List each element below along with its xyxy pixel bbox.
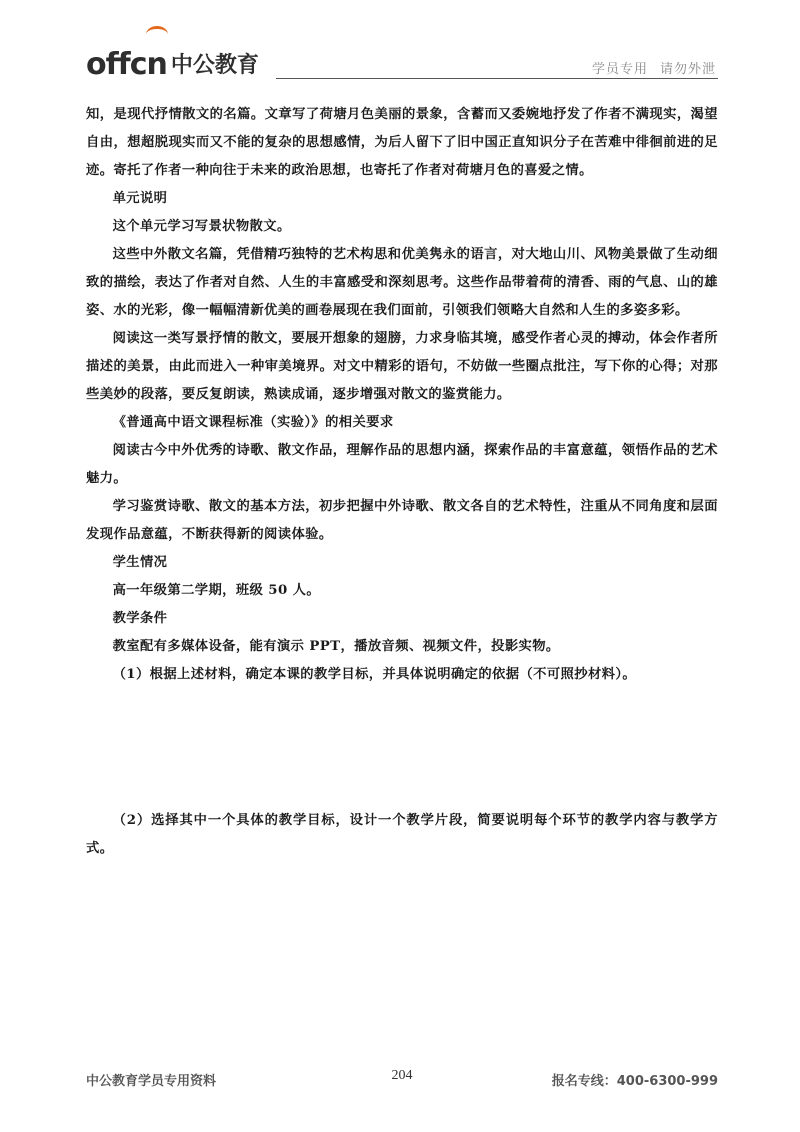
header-note: [592, 58, 716, 77]
paragraph: 阅读这一类写景抒情的散文，要展开想象的翅膀，力求身临其境，感受作者心灵的搏动，体会作者所描述的美景，由此而进入一种审美境界。对文中精彩的语句，不妨做一些圈点批注，写下你的心得；对那些美妙的段落，要反复朗读，熟读成诵，逐步增强对散文的鉴赏能力。: [86, 331, 718, 402]
logo-arc-icon: [146, 26, 168, 43]
question-1: （1）根据上述材料，确定本课的教学目标，并具体说明确定的依据（不可照抄材料）。: [112, 667, 637, 682]
paragraph: 这个单元学习写景状物散文。: [112, 219, 291, 234]
section-heading-standard: 《普通高中语文课程标准（实验）》的相关要求: [112, 415, 394, 430]
page-footer: [86, 1068, 718, 1092]
question-2-block: [86, 807, 718, 863]
paragraph: 高一年级第二学期，班级 50 人。: [112, 583, 321, 598]
paragraph: 教室配有多媒体设备，能有演示 PPT，播放音频、视频文件，投影实物。: [112, 639, 560, 654]
section-heading-unit: 单元说明: [112, 191, 168, 206]
section-heading-students: 学生情况: [112, 555, 168, 570]
paragraph: 学习鉴赏诗歌、散文的基本方法，初步把握中外诗歌、散文各自的艺术特性，注重从不同角度和层面发现作品意蕴，不断获得新的阅读体验。: [86, 499, 718, 542]
offcn-logo: [86, 36, 259, 80]
footer-hotline: 报名专线：400-6300-999: [551, 1074, 718, 1089]
logo-wordmark: offcn: [86, 47, 167, 82]
logo-chinese-name: 中公教育: [170, 53, 259, 78]
paragraph: 阅读古今中外优秀的诗歌、散文作品，理解作品的思想内涵，探索作品的丰富意蕴，领悟作品的艺术魅力。: [86, 443, 718, 486]
footer-left-text: 中公教育学员专用资料: [86, 1074, 217, 1089]
paragraph: 知，是现代抒情散文的名篇。文章写了荷塘月色美丽的景象，含蓄而又委婉地抒发了作者不满现实，渴望自由，想超脱现实而又不能的复杂的思想感情，为后人留下了旧中国正直知识分子在苦难中徘徊前进的足迹。寄托了作者一种向往于未来的政治思想，也寄托了作者对荷塘月色的喜爱之情。: [86, 107, 718, 178]
question-2: （2）选择其中一个具体的教学目标，设计一个教学片段，简要说明每个环节的教学内容与教学方式。: [86, 813, 718, 856]
header-rule: [276, 78, 718, 79]
page-number: 204: [391, 1068, 413, 1083]
section-heading-conditions: 教学条件: [112, 611, 168, 626]
body-text: [86, 101, 718, 689]
page-header: [86, 36, 718, 80]
header-note-right: 请勿外泄: [659, 62, 716, 77]
header-note-left: 学员专用: [591, 62, 648, 77]
paragraph: 这些中外散文名篇，凭借精巧独特的艺术构思和优美隽永的语言，对大地山川、风物美景做了生动细致的描绘，表达了作者对自然、人生的丰富感受和深刻思考。这些作品带着荷的清香、雨的气息、山的雄姿、水的光彩，像一幅幅清新优美的画卷展现在我们面前，引领我们领略大自然和人生的多姿多彩。: [86, 247, 718, 318]
